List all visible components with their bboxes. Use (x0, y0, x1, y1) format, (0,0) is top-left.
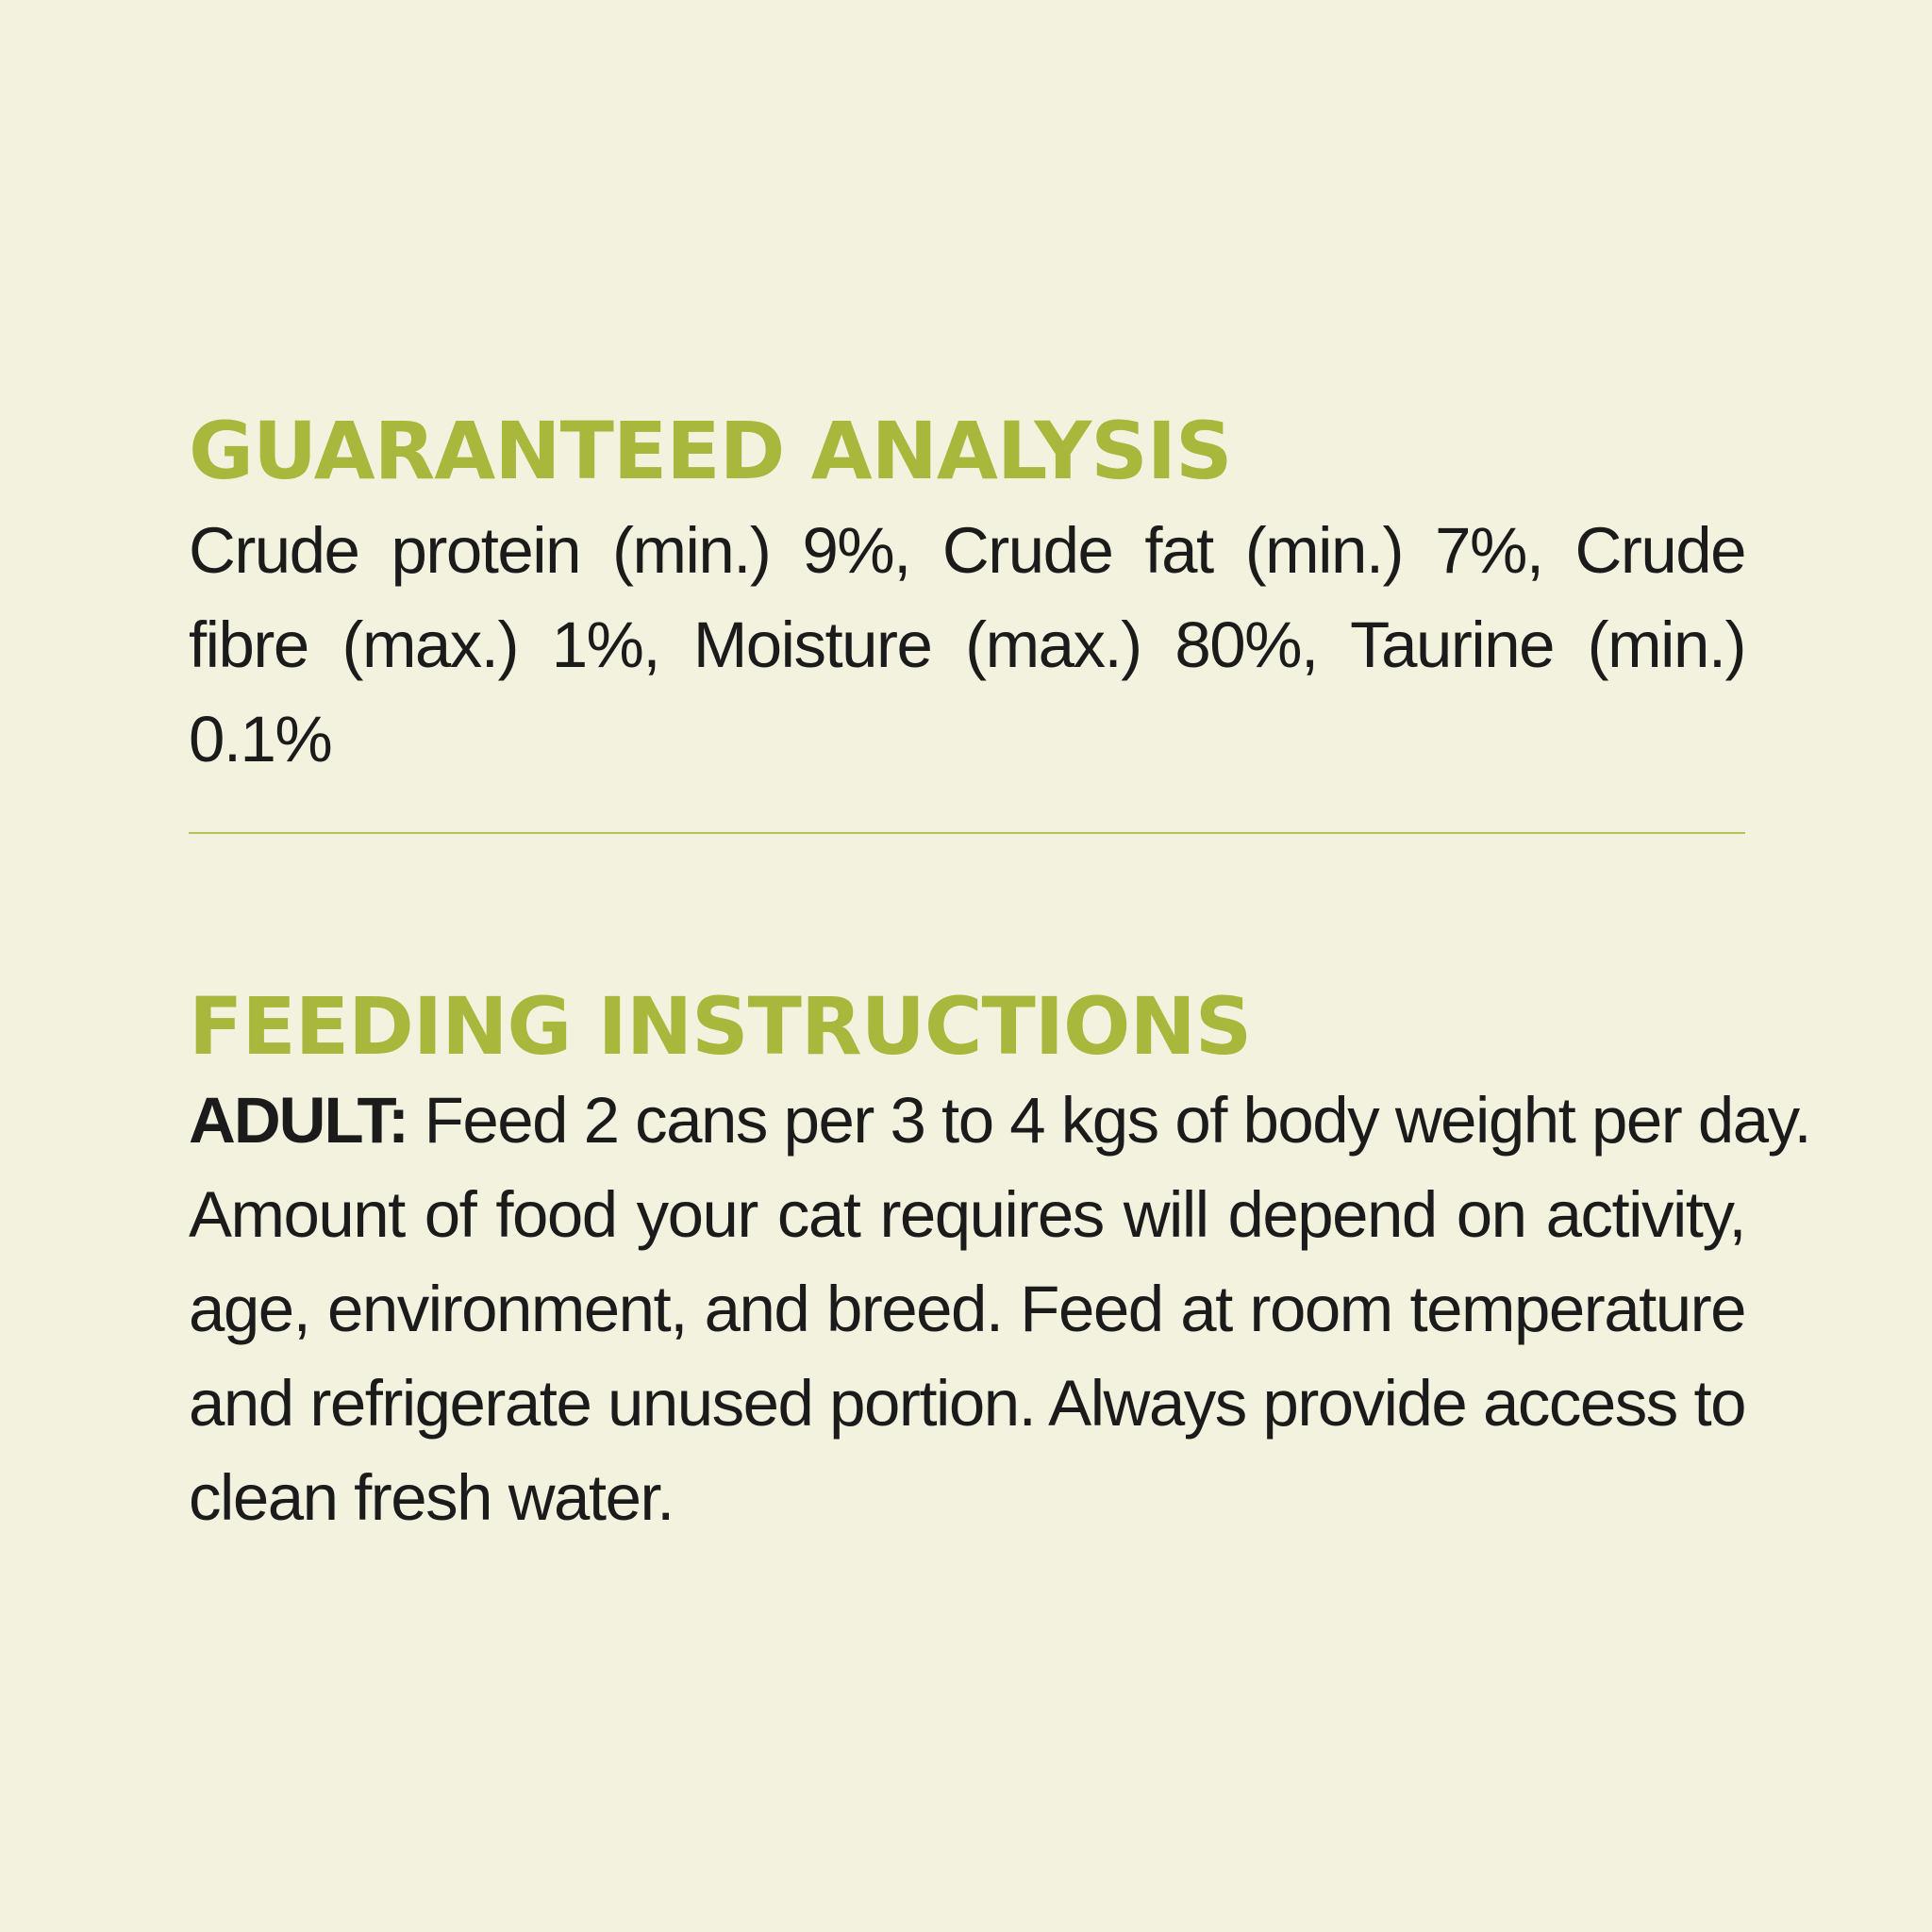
feeding-line: age, environment, and breed. Feed at room temperature (189, 1273, 1745, 1345)
section-divider (189, 832, 1745, 834)
feeding-first-line (189, 1074, 1811, 1168)
adult-label: ADULT: (189, 1084, 408, 1157)
feeding-instructions-section (189, 980, 1811, 1545)
guaranteed-analysis-section (189, 406, 1745, 787)
feeding-line: and refrigerate unused portion. Always provide access to (189, 1367, 1745, 1440)
feeding-instructions-text (189, 1074, 1811, 1545)
guaranteed-analysis-text (189, 504, 1745, 787)
analysis-line: fibre (max.) 1%, Moisture (max.) 80%, Taurine (min.) 0.1% (189, 608, 1745, 775)
guaranteed-analysis-heading: GUARANTEED ANALYSIS (189, 405, 1232, 497)
feeding-first-line-text: Feed 2 cans per 3 to 4 kgs of body weight per day. (408, 1084, 1811, 1157)
feeding-line: clean fresh water. (189, 1461, 674, 1534)
analysis-line: Crude protein (min.) 9%, Crude fat (min.) 7%, Crude (189, 514, 1745, 587)
feeding-instructions-heading: FEEDING INSTRUCTIONS (189, 980, 1252, 1073)
feeding-line: Amount of food your cat requires will depend on activity, (189, 1178, 1745, 1251)
